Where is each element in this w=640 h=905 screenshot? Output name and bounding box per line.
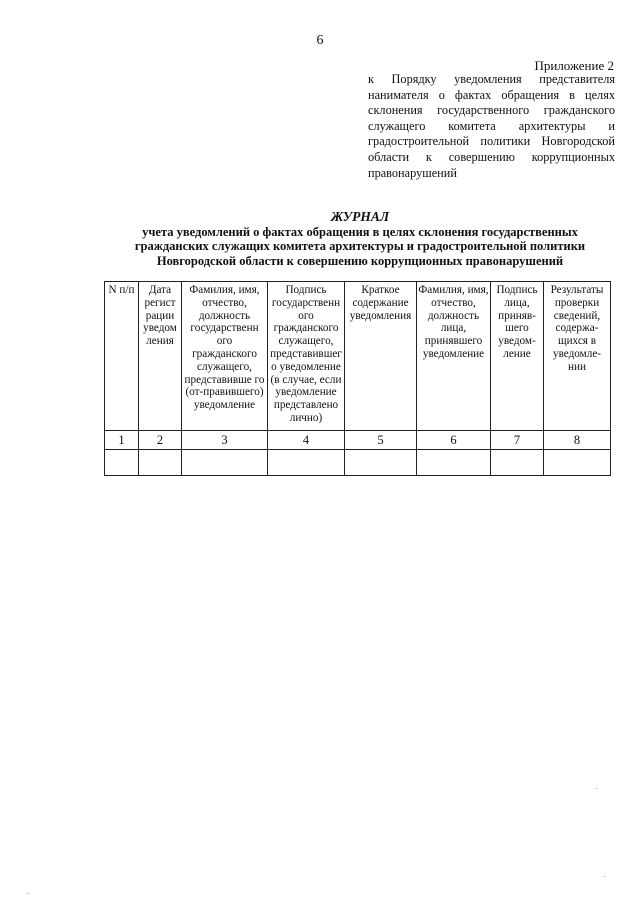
journal-subtitle-line: гражданских служащих комитета архитектуры и градостроительной политики: [134, 239, 586, 253]
table-row: [105, 450, 611, 476]
page-number: 6: [316, 33, 324, 48]
table-cell[interactable]: [491, 450, 544, 476]
column-number-cell: 7: [491, 431, 544, 450]
table-column-number-row: [105, 431, 611, 450]
journal-subtitle-line: Новгородской области к совершению коррупционных правонарушений: [156, 253, 564, 268]
header-cell-receiver: Фамилия, имя, отчество, должность лица, принявшего уведомление: [417, 282, 491, 431]
journal-title: ЖУРНАЛ: [330, 209, 390, 224]
scan-speck: [28, 893, 29, 894]
column-number-cell: 5: [345, 431, 417, 450]
column-number-cell: 8: [544, 431, 611, 450]
table-header-row: [105, 282, 611, 431]
journal-table: [104, 281, 611, 476]
column-number-cell: 6: [417, 431, 491, 450]
header-cell-number: N п/п: [105, 282, 139, 431]
table-cell[interactable]: [417, 450, 491, 476]
header-cell-summary: Краткое содержание уведомления: [345, 282, 417, 431]
column-number-cell: 4: [268, 431, 345, 450]
table-cell[interactable]: [139, 450, 182, 476]
header-cell-check-results: Результаты проверки сведений, содержа-щихся в уведомле-нии: [544, 282, 611, 431]
table-cell[interactable]: [544, 450, 611, 476]
column-number-cell: 1: [105, 431, 139, 450]
table-cell[interactable]: [182, 450, 268, 476]
scan-speck: [596, 788, 597, 789]
scan-speck: [604, 876, 605, 877]
header-cell-receiver-signature: Подпись лица, приняв-шего уведом-ление: [491, 282, 544, 431]
journal-subtitle-line: учета уведомлений о фактах обращения в целях склонения государственных: [142, 224, 578, 239]
header-cell-sender: Фамилия, имя, отчество, должность государственн ого гражданского служащего, представивше го (от-правившего) уведомление: [182, 282, 268, 431]
table-cell[interactable]: [345, 450, 417, 476]
journal-heading: [110, 210, 610, 268]
table-cell[interactable]: [268, 450, 345, 476]
annex-title: Приложение 2: [534, 58, 614, 73]
annex-text: к Порядку уведомления представителя нанимателя о фактах обращения в целях склонения государственного гражданского служащего комитета архитектуры и градостроительной политики Новгородской области к совершению коррупционных правонарушений: [368, 72, 615, 180]
column-number-cell: 2: [139, 431, 182, 450]
column-number-cell: 3: [182, 431, 268, 450]
table-cell[interactable]: [105, 450, 139, 476]
header-cell-sender-signature: Подпись государственн ого гражданского служащего, представившег о уведомление (в случае, если уведомление представлено лично): [268, 282, 345, 431]
header-cell-registration-date: Дата регист рации уведом ления: [139, 282, 182, 431]
